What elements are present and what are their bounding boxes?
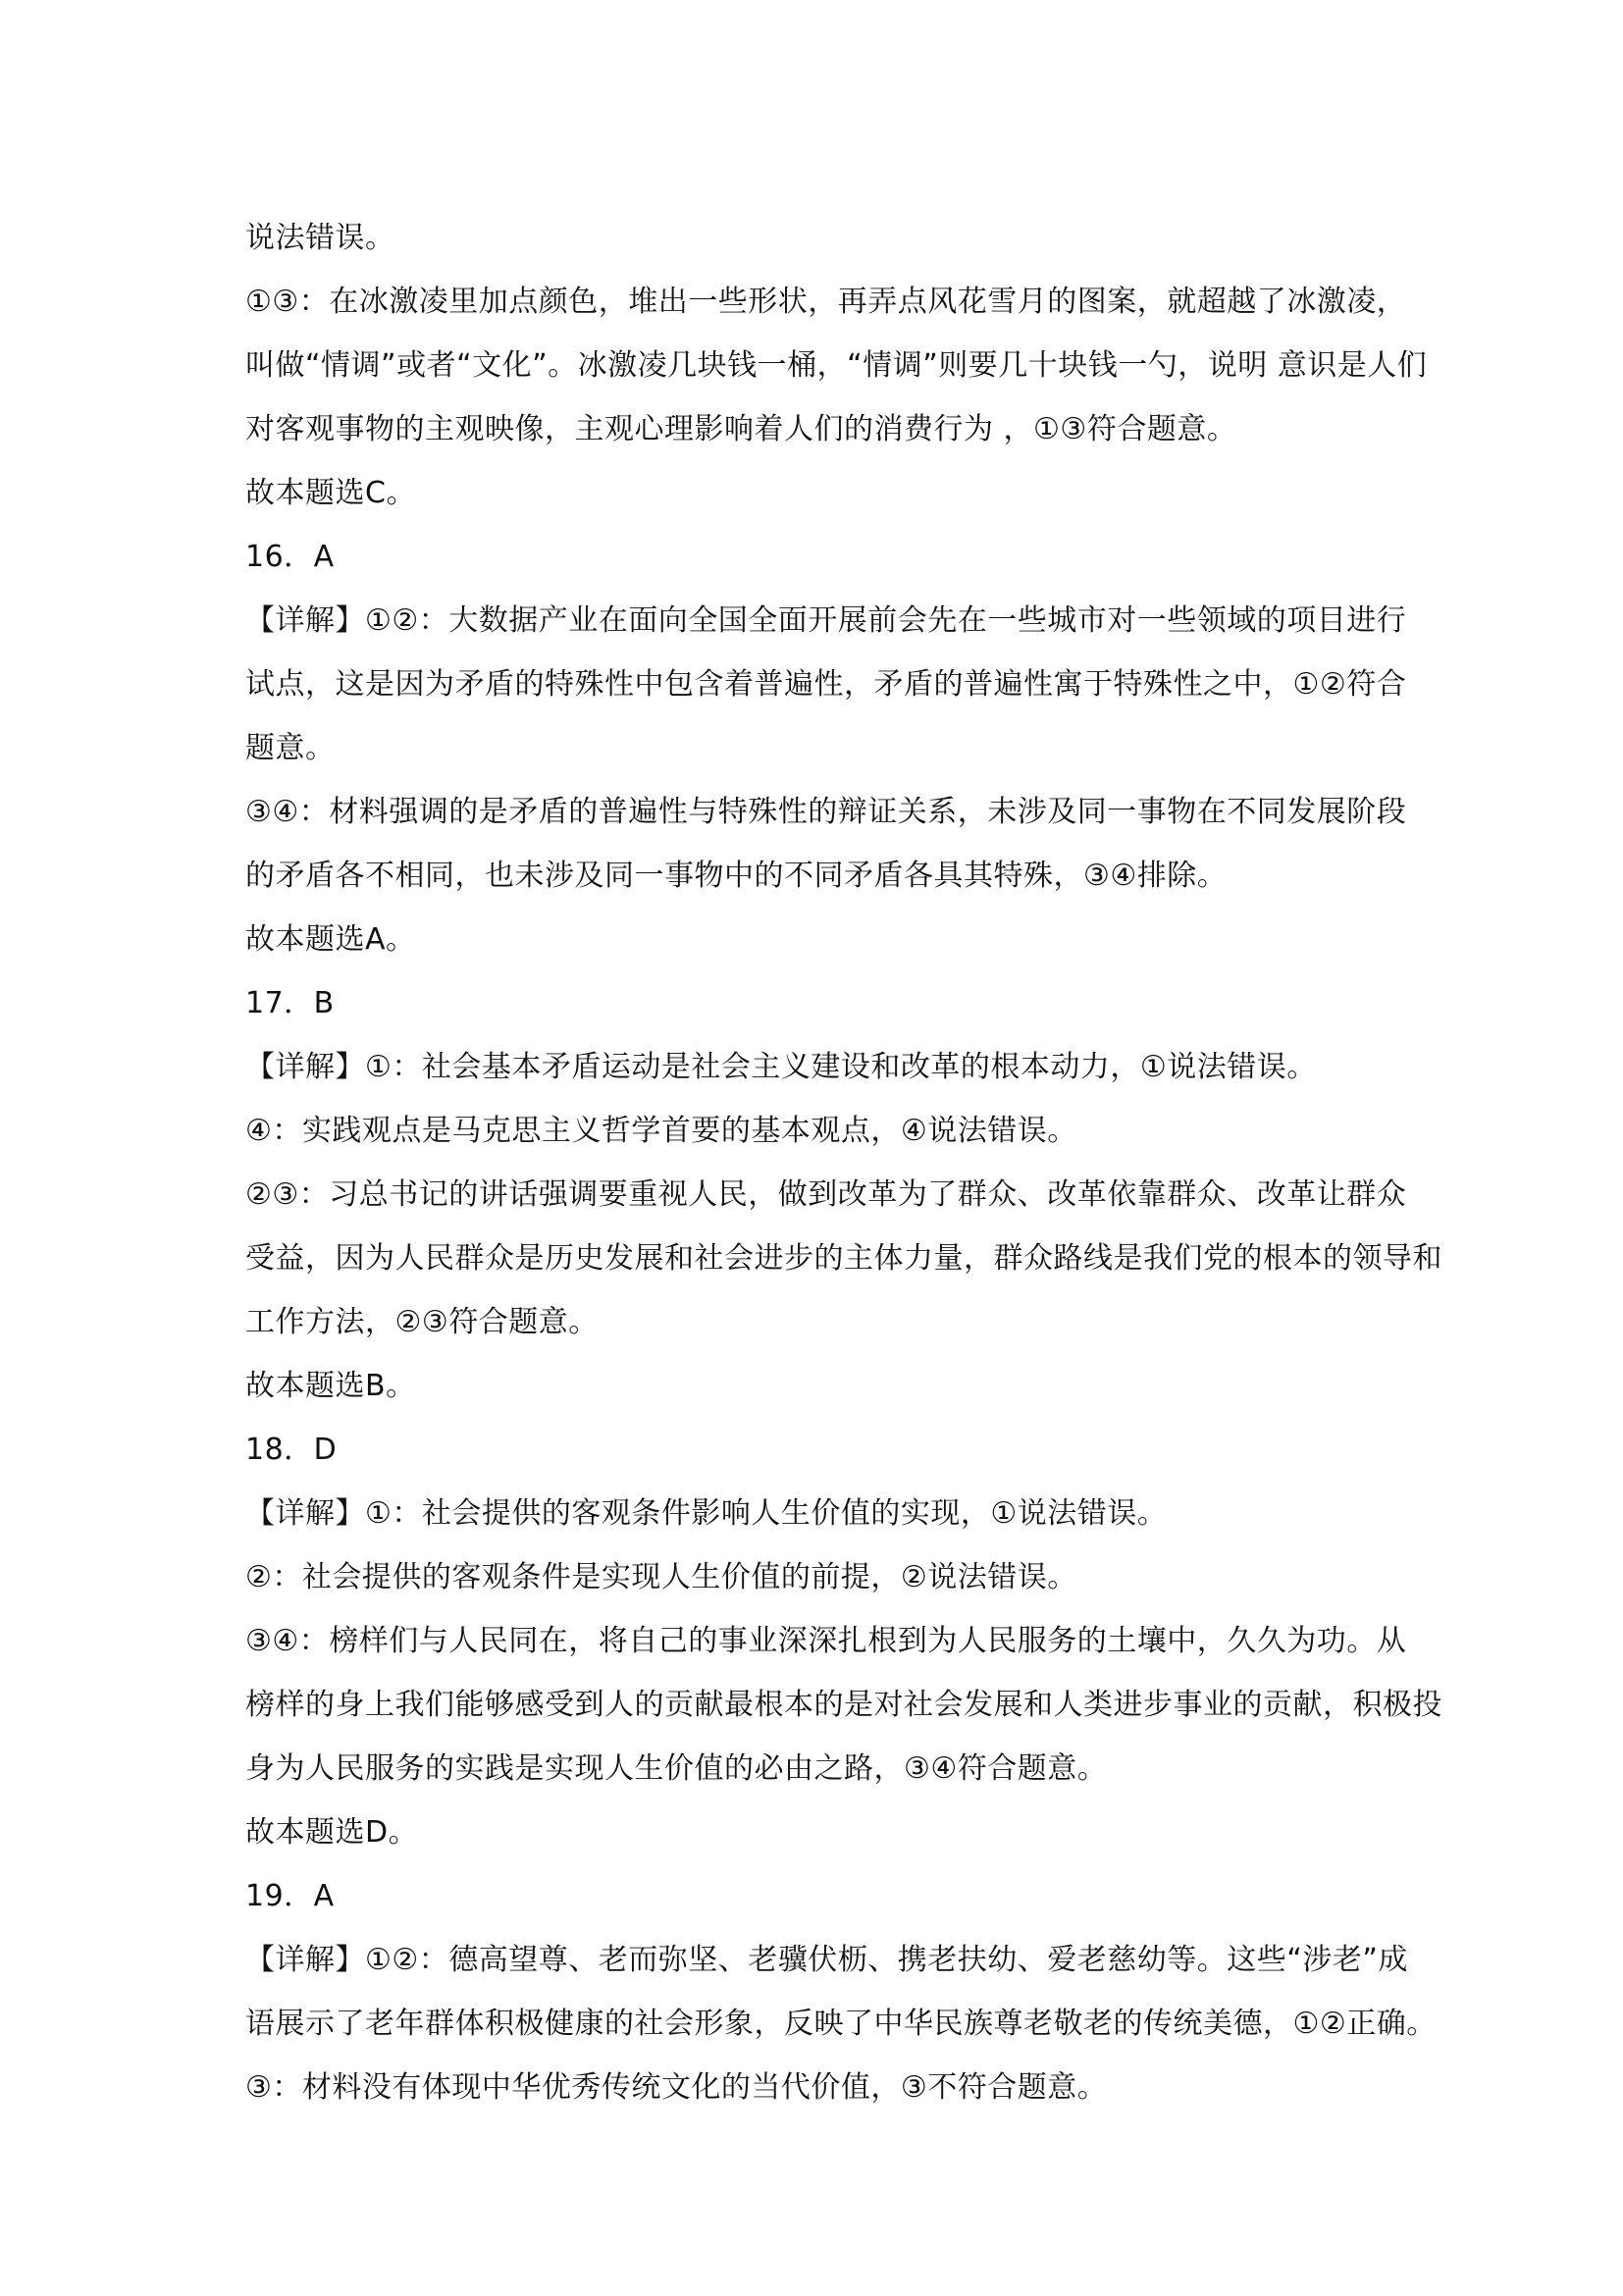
text-line: ④：实践观点是马克思主义哲学首要的基本观点，④说法错误。 <box>245 1114 1077 1148</box>
text-line: ③④：榜样们与人民同在，将自己的事业深深扎根到为人民服务的土壤中，久久为功。从 <box>245 1624 1407 1658</box>
text-line: 受益，因为人民群众是历史发展和社会进步的主体力量，群众路线是我们党的根本的领导和 <box>245 1241 1442 1276</box>
question-answer-17: 17．B <box>245 986 335 1020</box>
text-line: ①③：在冰激凌里加点颜色，堆出一些形状，再弄点风花雪月的图案，就超越了冰激凌， <box>245 285 1407 319</box>
text-line: 叫做“情调”或者“文化”。冰激凌几块钱一桶，“情调”则要几十块钱一勺，说明 意识是人们 <box>245 348 1428 383</box>
conclusion-line: 故本题选D。 <box>245 1815 419 1850</box>
text-line: 身为人民服务的实践是实现人生价值的必由之路，③④符合题意。 <box>245 1751 1108 1786</box>
question-answer-18: 18．D <box>245 1433 338 1467</box>
question-answer-19: 19．A <box>245 1879 335 1913</box>
text-line: 试点，这是因为矛盾的特殊性中包含着普遍性，矛盾的普遍性寓于特殊性之中，①②符合 <box>245 667 1407 702</box>
question-answer-16: 16．A <box>245 540 335 574</box>
conclusion-line: 故本题选A。 <box>245 922 416 957</box>
text-line: ③：材料没有体现中华优秀传统文化的当代价值，③不符合题意。 <box>245 2070 1108 2105</box>
text-line: 【详解】①②：德高望尊、老而弥坚、老骥伏枥、携老扶幼、爱老慈幼等。这些“涉老”成 <box>245 1943 1408 1977</box>
text-line: ③④：材料强调的是矛盾的普遍性与特殊性的辩证关系，未涉及同一事物在不同发展阶段 <box>245 795 1407 829</box>
text-line: 工作方法，②③符合题意。 <box>245 1305 599 1339</box>
text-line: ②：社会提供的客观条件是实现人生价值的前提，②说法错误。 <box>245 1560 1077 1594</box>
text-line: 【详解】①：社会提供的客观条件影响人生价值的实现，①说法错误。 <box>245 1496 1168 1531</box>
text-line: 语展示了老年群体积极健康的社会形象，反映了中华民族尊老敬老的传统美德，①②正确。 <box>245 2007 1437 2041</box>
text-line: ②③：习总书记的讲话强调要重视人民，做到改革为了群众、改革依靠群众、改革让群众 <box>245 1177 1407 1212</box>
text-line: 的矛盾各不相同，也未涉及同一事物中的不同矛盾各具其特殊，③④排除。 <box>245 859 1228 893</box>
document-body <box>245 206 1442 2119</box>
conclusion-line: 故本题选C。 <box>245 476 416 510</box>
text-line: 题意。 <box>245 731 336 765</box>
text-line: 对客观事物的主观映像，主观心理影响着人们的消费行为 ，①③符合题意。 <box>245 412 1237 446</box>
text-line: 说法错误。 <box>245 221 395 255</box>
text-line: 榜样的身上我们能够感受到人的贡献最根本的是对社会发展和人类进步事业的贡献，积极投 <box>245 1688 1442 1722</box>
conclusion-line: 故本题选B。 <box>245 1369 416 1403</box>
text-line: 【详解】①：社会基本矛盾运动是社会主义建设和改革的根本动力，①说法错误。 <box>245 1050 1317 1084</box>
text-line: 【详解】①②：大数据产业在面向全国全面开展前会先在一些城市对一些领域的项目进行 <box>245 603 1407 638</box>
